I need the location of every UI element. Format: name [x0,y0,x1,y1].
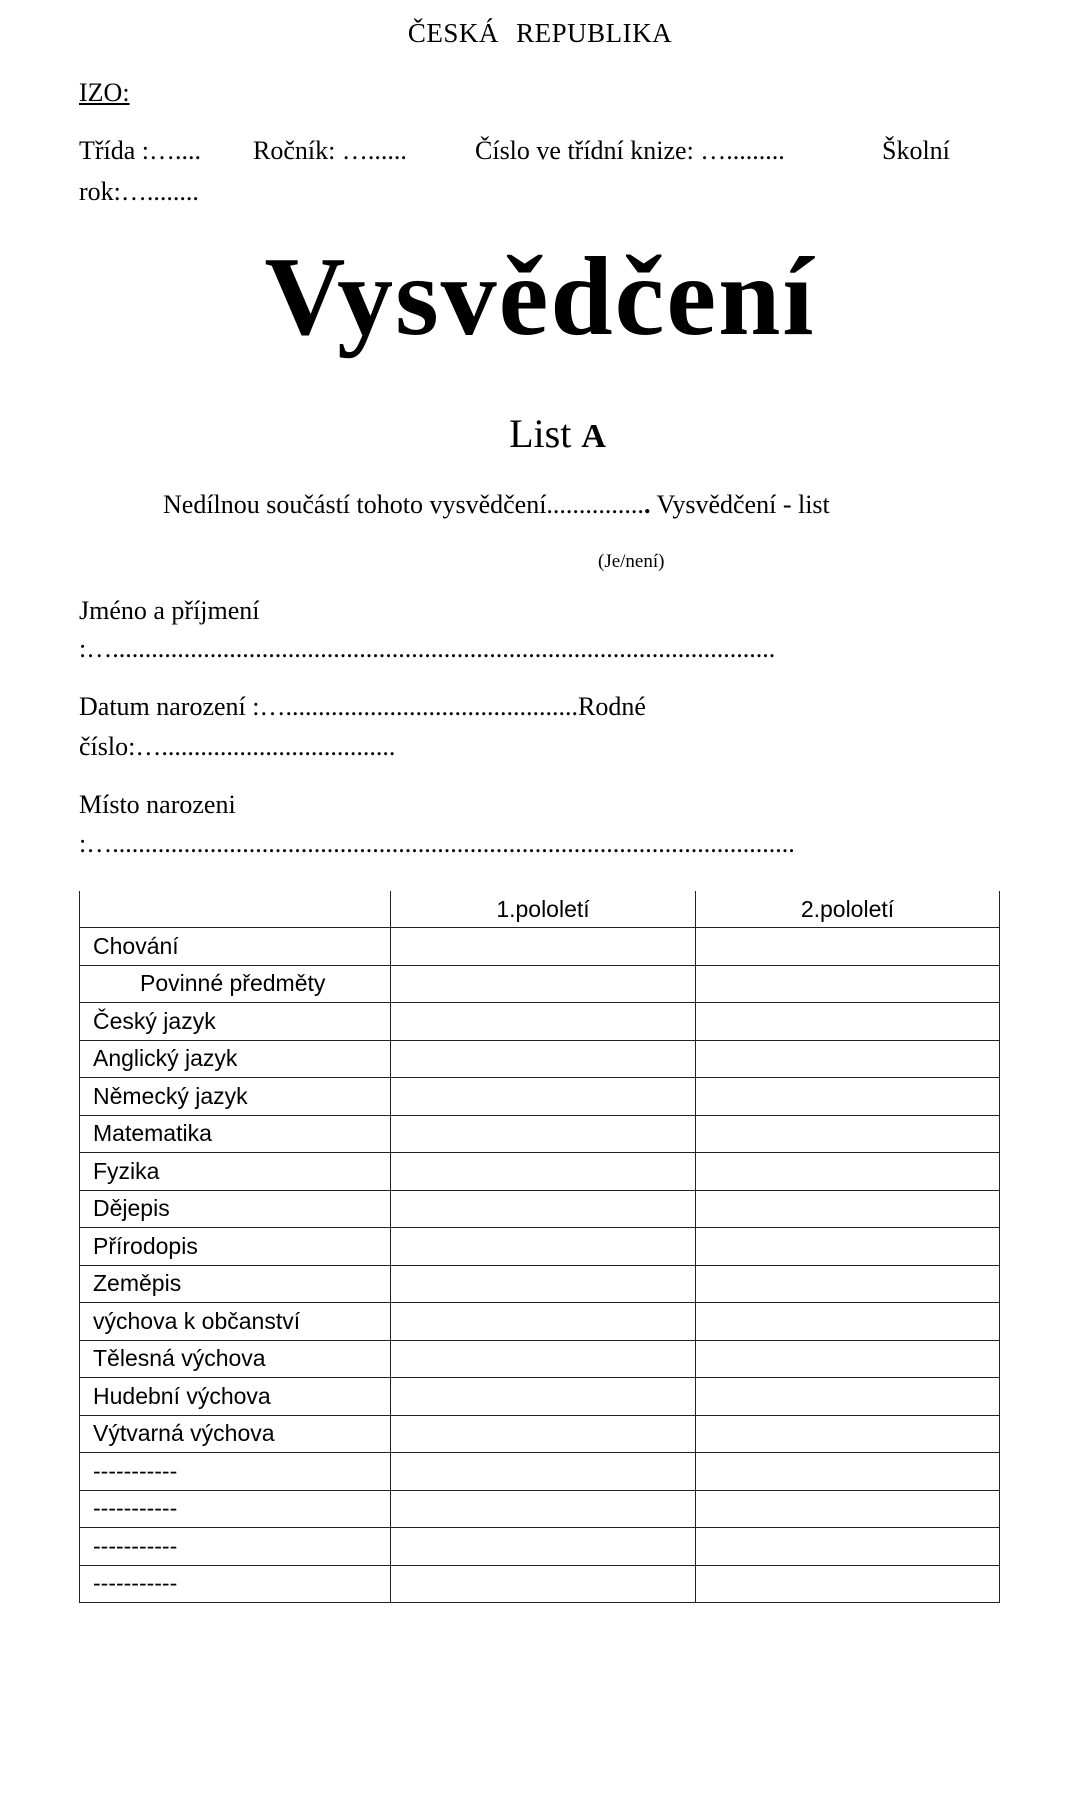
second-half-grade-cell[interactable] [696,1040,1000,1078]
table-row [80,1565,1000,1603]
subject-cell: Německý jazyk [80,1078,391,1116]
table-row [80,1303,1000,1341]
subject-cell: Matematika [80,1115,391,1153]
sheet-title [0,410,1080,457]
second-half-grade-cell[interactable] [696,1340,1000,1378]
second-half-grade-cell[interactable] [696,1115,1000,1153]
table-row [80,1490,1000,1528]
first-half-grade-cell[interactable] [391,1040,696,1078]
sheet-letter: A [581,418,606,455]
second-half-grade-cell[interactable] [696,1078,1000,1116]
second-half-grade-cell[interactable] [696,1003,1000,1041]
je-neni-note: (Je/není) [598,551,665,572]
table-row [80,1153,1000,1191]
table-row [80,1415,1000,1453]
first-half-grade-cell[interactable] [391,928,696,966]
subject-cell: výchova k občanství [80,1303,391,1341]
birth-date-line: Datum narození :….............................................Rodné [79,692,646,721]
birth-number-line: číslo:….................................... [79,732,396,761]
subject-cell: Zeměpis [80,1265,391,1303]
grades-header-row [80,891,1000,928]
first-half-grade-cell[interactable] [391,1153,696,1191]
table-row [80,1003,1000,1041]
table-row [80,1190,1000,1228]
second-half-grade-cell[interactable] [696,965,1000,1003]
class-book-number-field: Číslo ve třídní knize: …......... [475,136,785,165]
table-row [80,1078,1000,1116]
first-half-grade-cell[interactable] [391,1378,696,1416]
first-half-grade-cell[interactable] [391,965,696,1003]
table-row [80,1115,1000,1153]
second-half-grade-cell[interactable] [696,1453,1000,1491]
subject-cell: ----------- [80,1565,391,1603]
first-half-grade-cell[interactable] [391,1265,696,1303]
document-title: Vysvědčení [264,235,816,359]
second-half-grade-cell[interactable] [696,1490,1000,1528]
table-row [80,928,1000,966]
country-heading: ČESKÁ REPUBLIKA [407,18,673,48]
second-half-grade-cell[interactable] [696,928,1000,966]
first-half-grade-cell[interactable] [391,1303,696,1341]
izo-label: IZO: [79,78,130,107]
trida-field: Třída :….... [79,136,202,165]
second-half-grade-cell[interactable] [696,1190,1000,1228]
birth-place-label: Místo narozeni [79,790,236,819]
subject-cell: Tělesná výchova [80,1340,391,1378]
second-half-grade-cell[interactable] [696,1415,1000,1453]
subject-cell: ----------- [80,1490,391,1528]
integral-part-sheet: Vysvědčení - list [650,490,830,519]
name-label: Jméno a příjmení [79,596,260,625]
first-half-grade-cell[interactable] [391,1228,696,1266]
first-half-grade-cell[interactable] [391,1415,696,1453]
second-half-header: 2.pololetí [696,891,1000,928]
integral-part-line [163,490,830,520]
subject-cell: Hudební výchova [80,1378,391,1416]
first-half-grade-cell[interactable] [391,1453,696,1491]
table-row [80,1228,1000,1266]
second-half-grade-cell[interactable] [696,1265,1000,1303]
subject-cell: Přírodopis [80,1228,391,1266]
subject-cell: ----------- [80,1528,391,1566]
sheet-word: List [509,411,572,456]
first-half-header: 1.pololetí [391,891,696,928]
first-half-grade-cell[interactable] [391,1528,696,1566]
second-half-grade-cell[interactable] [696,1303,1000,1341]
subject-cell: Povinné předměty [80,965,391,1003]
grades-table [79,891,1000,1603]
subject-cell: Český jazyk [80,1003,391,1041]
first-half-grade-cell[interactable] [391,1190,696,1228]
table-row [80,1453,1000,1491]
second-half-grade-cell[interactable] [696,1528,1000,1566]
table-row [80,1265,1000,1303]
birth-place-dotted-line: :…......................................................................................................... [79,829,795,858]
table-row [80,1340,1000,1378]
integral-part-dot: . [643,490,651,519]
second-half-grade-cell[interactable] [696,1228,1000,1266]
subject-cell: Výtvarná výchova [80,1415,391,1453]
second-half-grade-cell[interactable] [696,1565,1000,1603]
subject-cell: Anglický jazyk [80,1040,391,1078]
table-row [80,1378,1000,1416]
subject-cell: Chování [80,928,391,966]
first-half-grade-cell[interactable] [391,1078,696,1116]
second-half-grade-cell[interactable] [696,1378,1000,1416]
school-year-field: rok:…........ [79,177,199,206]
subject-column-header [80,891,391,928]
name-dotted-line: :…...................................................................................................... [79,634,776,663]
first-half-grade-cell[interactable] [391,1340,696,1378]
table-row [80,1040,1000,1078]
table-row [80,965,1000,1003]
second-half-grade-cell[interactable] [696,1153,1000,1191]
first-half-grade-cell[interactable] [391,1490,696,1528]
rocnik-field: Ročník: …...... [253,136,407,165]
subject-cell: ----------- [80,1453,391,1491]
first-half-grade-cell[interactable] [391,1565,696,1603]
table-row [80,1528,1000,1566]
school-year-label: Školní [882,136,950,165]
first-half-grade-cell[interactable] [391,1003,696,1041]
subject-cell: Fyzika [80,1153,391,1191]
subject-cell: Dějepis [80,1190,391,1228]
first-half-grade-cell[interactable] [391,1115,696,1153]
integral-part-text: Nedílnou součástí tohoto vysvědčení............... [163,490,644,519]
